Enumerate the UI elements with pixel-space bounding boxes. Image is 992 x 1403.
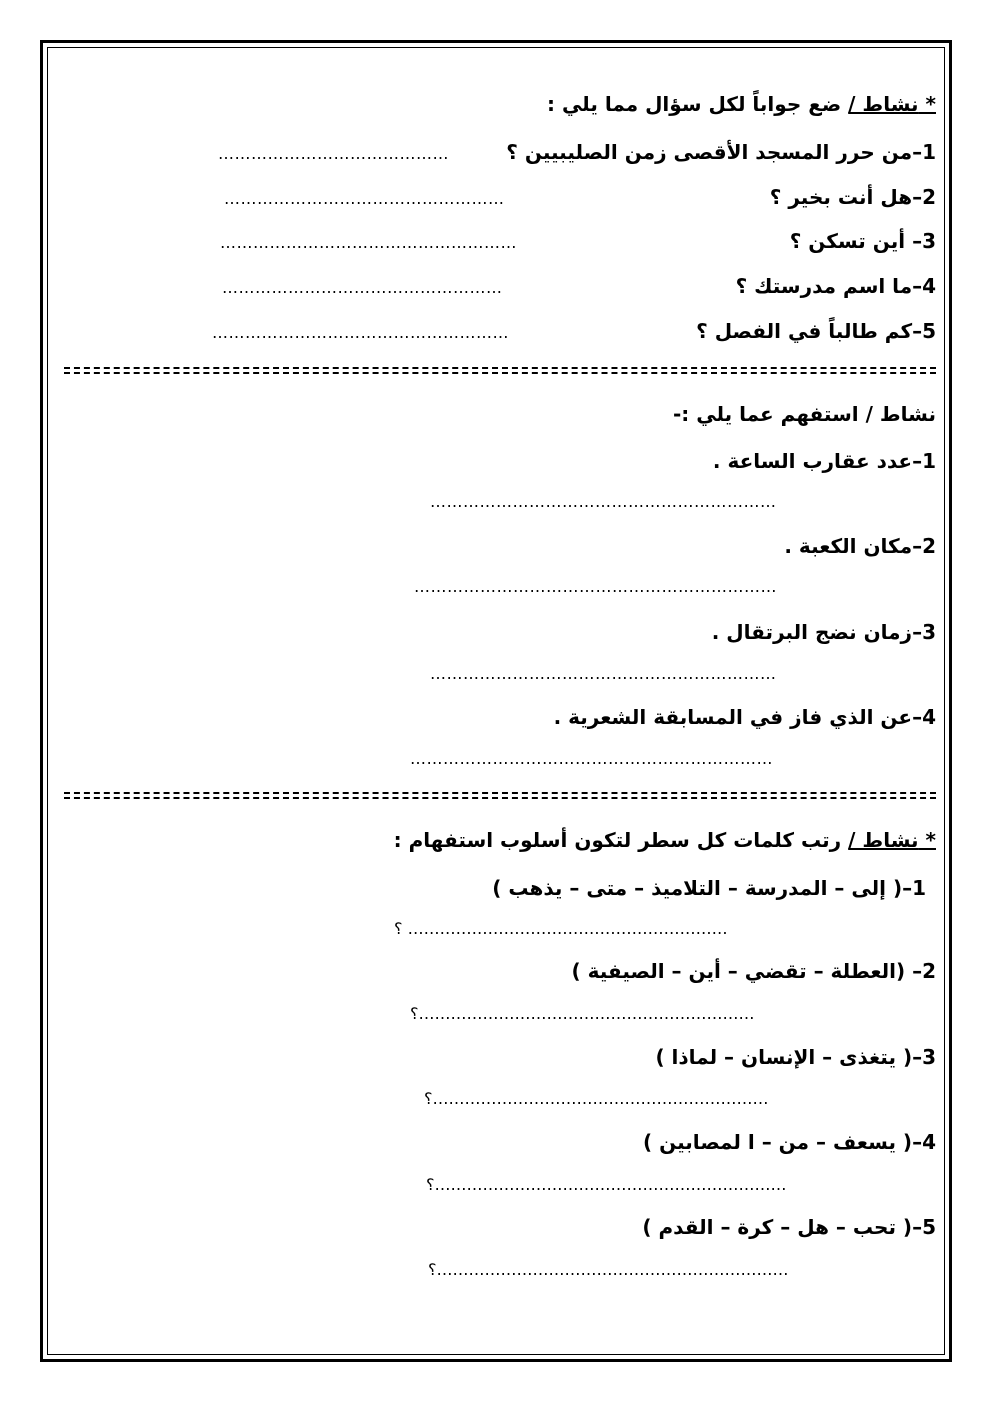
s3-item-1: 1–( إلى – المدرسة – التلاميذ – متى – يذهب ) — [492, 876, 926, 900]
separator-2 — [64, 791, 936, 801]
s1-question-5: 5–كم طالباً في الفصل ؟ — [696, 319, 936, 343]
s2-item-1: 1–عدد عقارب الساعة . — [712, 449, 936, 473]
s2-answer-1[interactable]: ……………………………………………………… — [430, 492, 777, 511]
s1-question-1: 1–من حرر المسجد الأقصى زمن الصليبيين ؟ — [506, 140, 936, 164]
s1-answer-1[interactable]: …………………………………… — [218, 144, 449, 163]
s2-answer-3[interactable]: ……………………………………………………… — [430, 664, 777, 683]
section2-title: نشاط / استفهم عما يلي :- — [672, 402, 936, 426]
s3-answer-4[interactable]: ؟………………………………………………………… — [426, 1175, 787, 1194]
s3-answer-2[interactable]: ؟……………………………………………………… — [410, 1004, 755, 1023]
section1-title: * نشاط / ضع جواباً لكل سؤال مما يلي : — [546, 92, 936, 116]
s1-question-4: 4–ما اسم مدرستك ؟ — [735, 274, 936, 298]
s1-question-2: 2–هل أنت بخير ؟ — [769, 185, 936, 209]
s2-item-2: 2–مكان الكعبة . — [784, 534, 936, 558]
separator-1 — [64, 366, 936, 376]
s1-answer-5[interactable]: ……………………………………………… — [212, 323, 509, 342]
s3-item-2: 2– (العطلة – تقضي – أين – الصيفية ) — [571, 959, 936, 983]
s3-item-4: 4–( يسعف – من – ا لمصابين ) — [643, 1130, 936, 1154]
s1-question-3: 3– أين تسكن ؟ — [789, 229, 936, 253]
s1-answer-4[interactable]: …………………………………………… — [222, 278, 503, 297]
s2-answer-4[interactable]: ………………………………………………………… — [410, 749, 773, 768]
s2-item-3: 3–زمان نضج البرتقال . — [711, 620, 936, 644]
s3-answer-1[interactable]: ؟ …………………………………………………… — [394, 919, 728, 938]
s2-answer-2[interactable]: ………………………………………………………… — [414, 577, 777, 596]
s3-item-5: 5–( تحب – هل – كرة – القدم ) — [642, 1215, 936, 1239]
s3-answer-3[interactable]: ؟……………………………………………………… — [424, 1089, 769, 1108]
s2-item-4: 4–عن الذي فاز في المسابقة الشعرية . — [553, 705, 936, 729]
section3-title: * نشاط / رتب كلمات كل سطر لتكون أسلوب استفهام : — [393, 828, 936, 852]
s1-answer-2[interactable]: …………………………………………… — [224, 189, 505, 208]
s1-answer-3[interactable]: ……………………………………………… — [220, 233, 517, 252]
s3-answer-5[interactable]: ؟………………………………………………………… — [428, 1260, 789, 1279]
s3-item-3: 3–( يتغذى – الإنسان – لماذا ) — [655, 1045, 936, 1069]
